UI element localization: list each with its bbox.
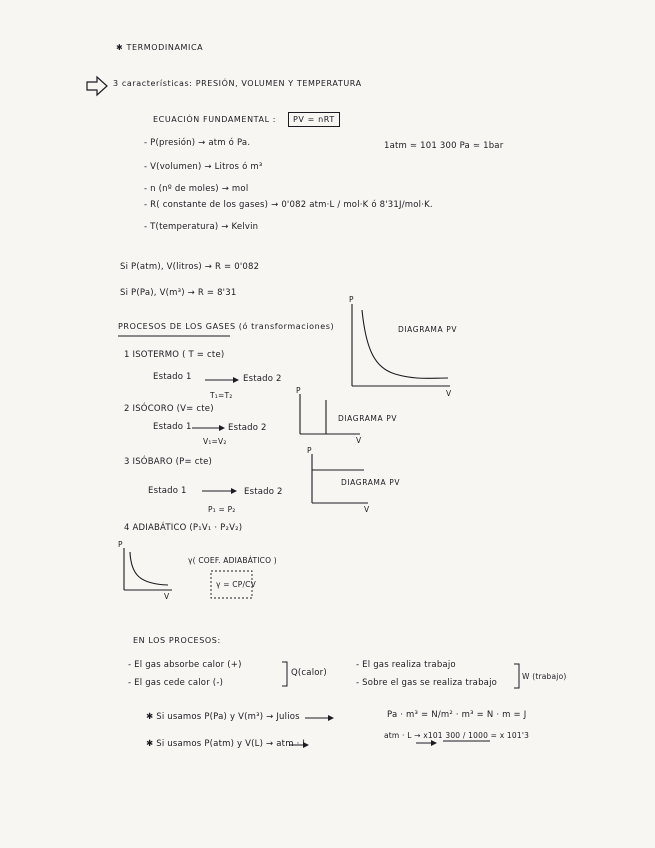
q-cede: - El gas cede calor (-)	[128, 678, 224, 688]
q-absorbe: - El gas absorbe calor (+)	[128, 660, 242, 670]
graph-adiabatico	[124, 548, 172, 590]
isotermo-state1: Estado 1	[153, 372, 192, 382]
isobaro-state1: Estado 1	[148, 486, 187, 496]
equation-formula: PV = nRT	[288, 112, 340, 127]
en-procesos-heading: EN LOS PROCESOS:	[133, 636, 221, 645]
isobaro-condition: P₁ = P₂	[208, 505, 236, 514]
isocoro-state1: Estado 1	[153, 422, 192, 432]
var-moles: - n (nº de moles) → mol	[144, 184, 249, 194]
process-isotermo: 1 ISOTERMO ( T = cte)	[124, 350, 225, 360]
isocoro-state2: Estado 2	[228, 423, 267, 433]
axis-v-isotermo: V	[446, 389, 452, 398]
bracket-w	[514, 664, 519, 688]
r-value-atm: Si P(atm), V(litros) → R = 0'082	[120, 262, 260, 272]
isotermo-state2: Estado 2	[243, 374, 282, 384]
unit-julios: ✱ Si usamos P(Pa) y V(m³) → Julios	[146, 712, 300, 722]
axis-v-adiabatico: V	[164, 592, 170, 601]
atm-conversion: 1atm ≃ 101 300 Pa ≃ 1bar	[384, 141, 504, 151]
bracket-q	[282, 662, 287, 686]
process-adiabatico: 4 ADIABÁTICO (P₁V₁ · P₂V₂)	[124, 523, 243, 533]
w-realiza: - El gas realiza trabajo	[356, 660, 456, 670]
w-label: W (trabajo)	[522, 672, 567, 681]
isotermo-condition: T₁=T₂	[210, 391, 233, 400]
diagram-label-isotermo: DIAGRAMA PV	[398, 325, 458, 334]
gamma-formula: γ = CP/CV	[216, 580, 256, 589]
var-constante: - R( constante de los gases) → 0'082 atm·L / mol·K ó 8'31J/mol·K.	[144, 200, 433, 210]
process-isobaro: 3 ISÓBARO (P= cte)	[124, 457, 213, 467]
isocoro-condition: V₁=V₂	[203, 437, 227, 446]
equation-label: ECUACIÓN FUNDAMENTAL :	[153, 115, 277, 124]
subtitle: 3 características: PRESIÓN, VOLUMEN Y TEMPERATURA	[113, 79, 362, 88]
var-volumen: - V(volumen) → Litros ó m³	[144, 162, 263, 172]
process-isocoro: 2 ISÓCORO (V= cte)	[124, 404, 214, 414]
graph-isotermo	[352, 304, 450, 386]
unit-julios-calc: Pa · m³ = N/m² · m³ = N · m = J	[387, 710, 527, 720]
axis-p-adiabatico: P	[118, 540, 123, 549]
axis-v-isocoro: V	[356, 436, 362, 445]
isobaro-state2: Estado 2	[244, 487, 283, 497]
axis-p-isocoro: P	[296, 386, 301, 395]
axis-v-isobaro: V	[364, 505, 370, 514]
q-label: Q(calor)	[291, 668, 327, 678]
r-value-pa: Si P(Pa), V(m³) → R = 8'31	[120, 288, 237, 298]
gamma-label: γ( COEF. ADIABÁTICO )	[188, 556, 277, 565]
processes-heading: PROCESOS DE LOS GASES (ó transformaciones)	[118, 322, 335, 331]
w-sobre: - Sobre el gas se realiza trabajo	[356, 678, 498, 688]
var-temperatura: - T(temperatura) → Kelvin	[144, 222, 259, 232]
axis-p-isobaro: P	[307, 446, 312, 455]
page-title: ✱ TERMODINAMICA	[116, 43, 204, 52]
var-presion: - P(presión) → atm ó Pa.	[144, 138, 251, 148]
hollow-arrow-icon	[87, 77, 107, 95]
unit-atml-calc: atm · L → x101 300 / 1000 = x 101'3	[384, 731, 530, 740]
diagram-label-isocoro: DIAGRAMA PV	[338, 414, 398, 423]
axis-p-isotermo: P	[349, 295, 354, 304]
diagram-label-isobaro: DIAGRAMA PV	[341, 478, 401, 487]
unit-atml: ✱ Si usamos P(atm) y V(L) → atm · L	[146, 739, 308, 749]
